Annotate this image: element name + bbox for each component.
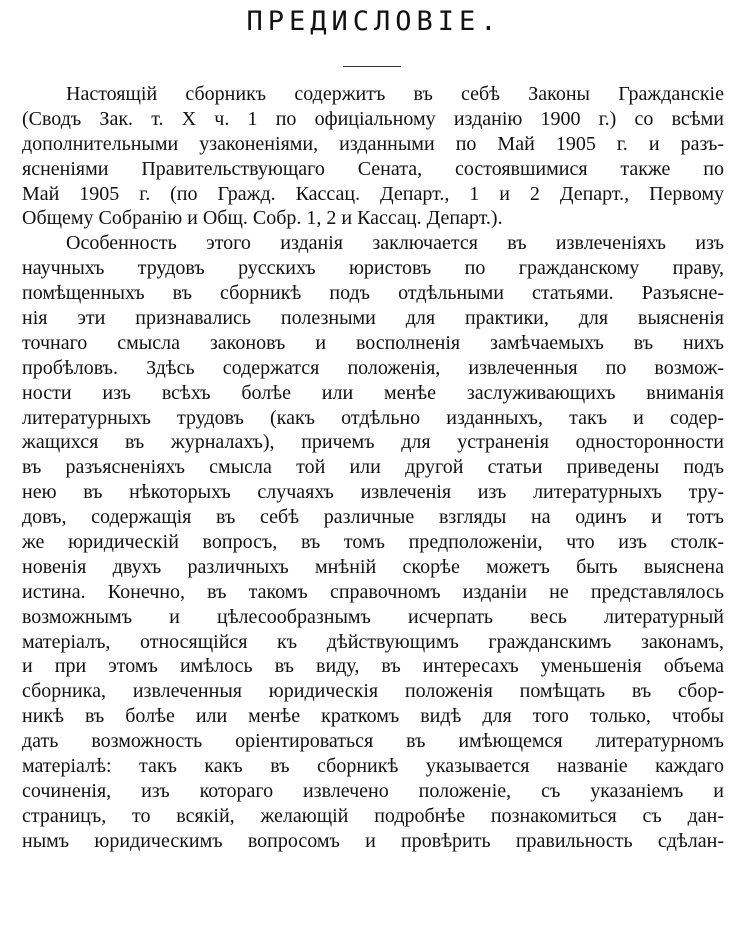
text-line: ности изъ всѣхъ болѣе или менѣе заслуживающихъ вниманія	[22, 381, 724, 404]
text-line: никѣ въ болѣе или менѣе краткомъ видѣ для того только, чтобы	[22, 705, 724, 728]
text-line: точнаго смысла законовъ и восполненія замѣчаемыхъ въ нихъ	[22, 331, 724, 354]
text-line: довъ, содержащія въ себѣ различные взгляды на одинъ и тотъ	[22, 506, 724, 529]
text-line: нымъ юридическимъ вопросомъ и провѣрить правильность сдѣлан-	[22, 829, 724, 852]
text-line: жащихся въ журналахъ), причемъ для устраненія односторонности	[22, 431, 724, 454]
text-line: нія эти признавались полезными для практики, для выясненія	[22, 307, 724, 330]
text-line: пробѣловъ. Здѣсь содержатся положенія, извлеченныя по возмож-	[22, 356, 724, 379]
text-line: возможнымъ и цѣлесообразнымъ исчерпать весь литературный	[22, 605, 724, 628]
text-line: въ разъясненіяхъ смысла той или другой статьи приведены подъ	[22, 456, 724, 479]
text-line: новенія двухъ различныхъ мнѣній скорѣе можетъ быть выяснена	[22, 555, 724, 578]
text-line: страницъ, то всякій, желающій подробнѣе познакомиться съ дан-	[22, 804, 724, 827]
text-line: же юридическій вопросъ, въ томъ предположеніи, что изъ столк-	[22, 531, 724, 554]
text-line: Особенность этого изданія заключается въ извлеченіяхъ изъ	[66, 232, 724, 255]
text-line: матеріалъ, относящійся къ дѣйствующимъ гражданскимъ законамъ,	[22, 630, 724, 653]
text-line: помѣщенныхъ въ сборникѣ подъ отдѣльными статьями. Разъясне-	[22, 282, 724, 305]
page-title: ПРЕДИСЛОВІЕ.	[246, 6, 502, 37]
text-line: сочиненія, изъ котораго извлечено положеніе, съ указаніемъ и	[22, 779, 724, 802]
text-line: сборника, извлеченныя юридическія положенія помѣщать въ сбор-	[22, 680, 724, 703]
text-line: Общему Собранію и Общ. Собр. 1, 2 и Кассац. Департ.).	[22, 207, 503, 230]
text-line: литературныхъ трудовъ (какъ отдѣльно изданныхъ, такъ и содер-	[22, 406, 724, 429]
text-line: и при этомъ имѣлось въ виду, въ интересахъ уменьшенія объема	[22, 655, 724, 678]
text-line: дополнительными узаконеніями, изданными по Май 1905 г. и разъ-	[22, 132, 724, 155]
paragraph-1	[22, 82, 724, 231]
text-line: научныхъ трудовъ русскихъ юристовъ по гражданскому праву,	[22, 257, 724, 280]
text-line: истина. Конечно, въ такомъ справочномъ изданіи не представлялось	[22, 580, 724, 603]
text-line: (Сводъ Зак. т. X ч. 1 по офиціальному изданію 1900 г.) со всѣми	[22, 107, 724, 130]
text-line: матеріалѣ: такъ какъ въ сборникѣ указывается названіе каждаго	[22, 755, 724, 778]
paragraph-2	[22, 231, 724, 853]
document-body	[22, 82, 724, 854]
text-line: нею въ нѣкоторыхъ случаяхъ извлеченія изъ литературныхъ тру-	[22, 481, 724, 504]
title-divider	[343, 66, 401, 67]
text-line: Настоящій сборникъ содержитъ въ себѣ Законы Гражданскіе	[66, 83, 724, 105]
text-line: ясненіями Правительствующаго Сената, состоявшимися также по	[22, 157, 724, 180]
text-line: дать возможность оріентироваться въ имѣющемся литературномъ	[22, 730, 724, 753]
text-line: Май 1905 г. (по Гражд. Кассац. Департ., 1 и 2 Департ., Первому	[22, 182, 724, 205]
